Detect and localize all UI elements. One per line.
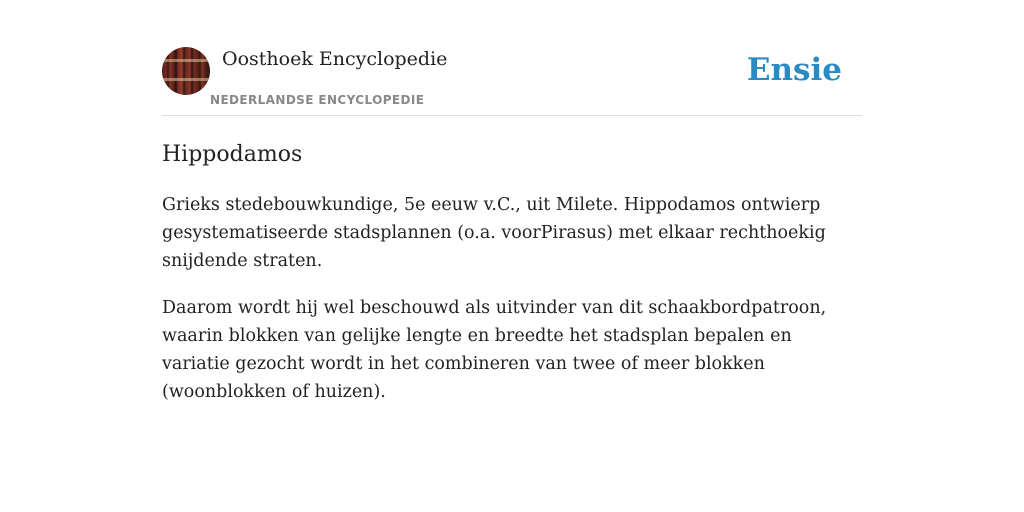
article-paragraph: Grieks stedebouwkundige, 5e eeuw v.C., uit Milete. Hippodamos ontwierp gesystematiseerde stadsplannen (o.a. voorPirasus) met elkaar rechthoekig snijdende straten.: [162, 195, 826, 271]
site-subtitle: NEDERLANDSE ENCYCLOPEDIE: [210, 93, 425, 107]
article-content: [162, 116, 862, 406]
article-card: [162, 46, 862, 425]
book-spines-icon[interactable]: [162, 47, 210, 95]
site-title[interactable]: Oosthoek Encyclopedie: [222, 48, 448, 70]
header: [162, 46, 862, 116]
brand-logo[interactable]: Ensie: [746, 52, 842, 88]
avatar-band: [162, 59, 210, 62]
avatar-band: [162, 78, 210, 81]
page-title: Hippodamos: [162, 142, 303, 167]
article-paragraph: Daarom wordt hij wel beschouwd als uitvinder van dit schaakbordpatroon, waarin blokken van gelijke lengte en breedte het stadsplan bepalen en variatie gezocht wordt in het combineren van twee of meer blokken (woonblokken of huizen).: [162, 298, 827, 402]
